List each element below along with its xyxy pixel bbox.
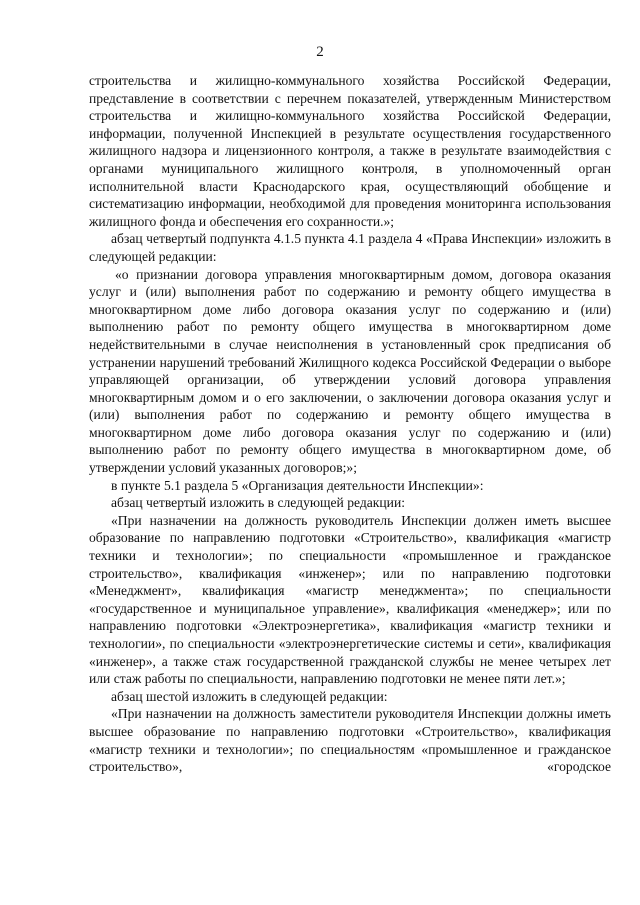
paragraph-head-qualification: «При назначении на должность руководитель Инспекции должен иметь высшее образование по направлению подготовки «Строительство», квалификация «магистр техники и технологии»; по специальности «промышленное и гражданское строительство», квалификация «инженер»; или по направлению подготовки «Менеджмент», квалификация «магистр менеджмента»; по специальности «государственное и муниципальное управление», квалификация «менеджер»; или по направлению подготовки «Электроэнергетика», квалификация «магистр техники и технологии», по специальности «электроэнергетические системы и сети», квалификация «инженер», а также стаж государственной гражданской службы не менее четырех лет или стаж работы по специальности, направлению подготовки не менее пяти лет.»; <box>89 512 611 687</box>
paragraph-quoted-contract-text: «о признании договора управления многоквартирным домом, договора оказания услуг и (или) выполнения работ по содержанию и ремонту общего имущества в многоквартирном доме либо договора оказания услуг по содержанию и (или) выполнению работ по ремонту общего имущества в многоквартирном доме недействительными в случае неисполнения в установленный срок предписания об устранении нарушений требований Жилищного кодекса Российской Федерации о выборе управляющей организации, об утверждении условий договора управления многоквартирным домом и о его заключении, о заключении договора оказания услуг и (или) выполнения работ по содержанию и ремонту общего имущества в многоквартирном доме либо договора оказания услуг по содержанию и (или) выполнению работ по ремонту общего имущества в многоквартирном доме, об утверждении условий указанных договоров;»; <box>89 266 611 476</box>
page-number: 2 <box>316 44 324 60</box>
paragraph-amendment-4-1-5: абзац четвертый подпункта 4.1.5 пункта 4.1 раздела 4 «Права Инспекции» изложить в следующей редакции: <box>89 231 611 264</box>
paragraph-deputy-qualification: «При назначении на должность заместители руководителя Инспекции должны иметь высшее образование по направлению подготовки «Строительство», квалификация «магистр техники и технологии»; по специальностям «промышленное и гражданское строительство», «городское <box>89 706 611 775</box>
document-body <box>89 72 611 776</box>
paragraph-section-5-1: в пункте 5.1 раздела 5 «Организация деятельности Инспекции»: <box>111 477 484 493</box>
paragraph-continuation: строительства и жилищно-коммунального хозяйства Российской Федерации, представление в соответствии с перечнем показателей, утвержденным Министерством строительства и жилищно-коммунального хозяйства Российской Федерации, информации, полученной Инспекцией в результате осуществления государственного жилищного надзора и лицензионного контроля, а также в результате взаимодействия с органами муниципального жилищного контроля, в уполномоченный орган исполнительной власти Краснодарского края, осуществляющий обобщение и систематизацию информации, необходимой для проведения мониторинга использования жилищного фонда и обеспечения его сохранности.»; <box>89 73 611 229</box>
paragraph-fourth-abzats: абзац четвертый изложить в следующей редакции: <box>111 495 406 511</box>
paragraph-sixth-abzats: абзац шестой изложить в следующей редакции: <box>111 688 388 704</box>
